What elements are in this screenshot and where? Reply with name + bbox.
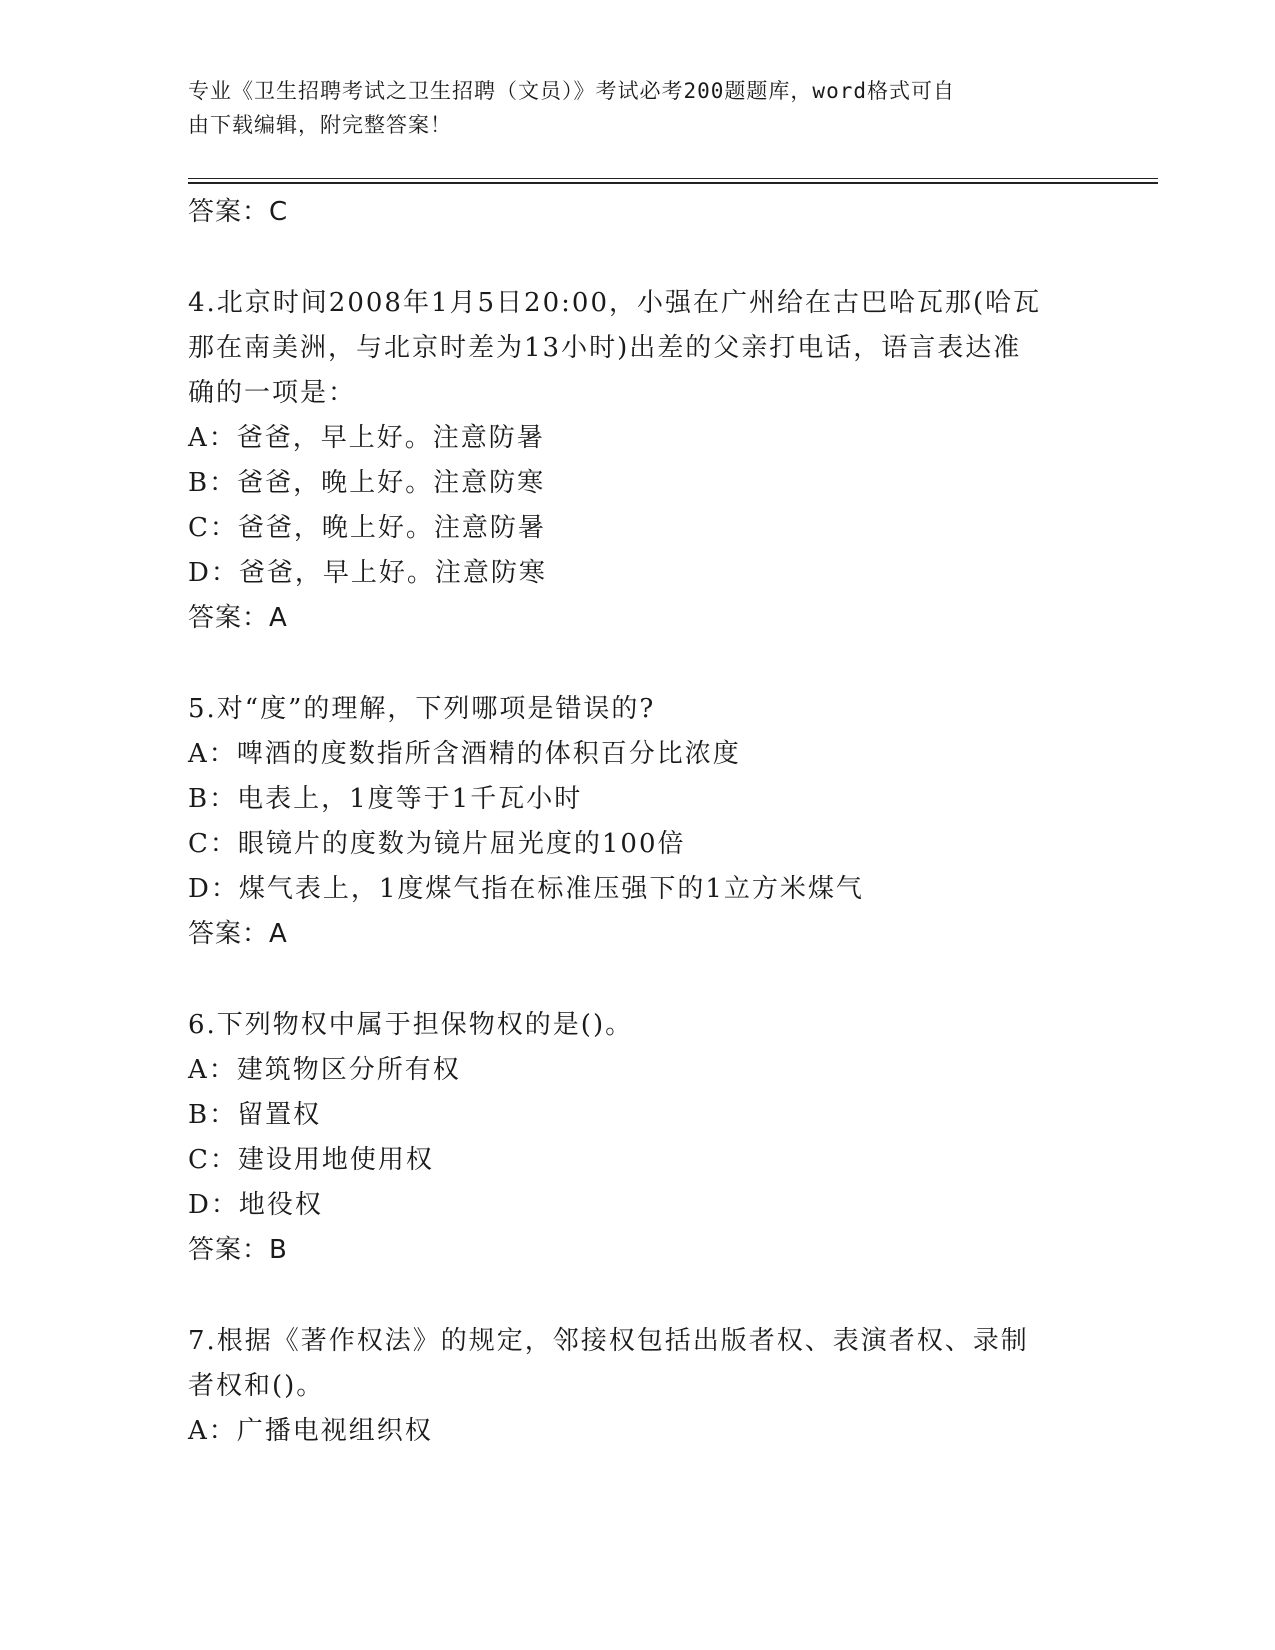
option-b: B：爸爸，晚上好。注意防寒 xyxy=(188,468,546,498)
option-c: C：建设用地使用权 xyxy=(188,1145,434,1175)
question-text: 5.对“度”的理解，下列哪项是错误的? xyxy=(188,694,656,724)
question-list xyxy=(188,190,1088,1454)
question-text: 那在南美洲，与北京时差为13小时)出差的父亲打电话，语言表达准 xyxy=(188,333,1022,363)
answer-prev: 答案：C xyxy=(188,197,289,227)
option-c: C：爸爸，晚上好。注意防暑 xyxy=(188,513,546,543)
option-a: A：爸爸，早上好。注意防暑 xyxy=(188,423,545,453)
option-d: D：地役权 xyxy=(188,1190,323,1220)
question-text: 确的一项是： xyxy=(188,378,357,408)
document-header xyxy=(188,74,1078,142)
question-text: 者权和()。 xyxy=(188,1371,325,1401)
option-a: A：广播电视组织权 xyxy=(188,1416,433,1446)
option-a: A：啤酒的度数指所含酒精的体积百分比浓度 xyxy=(188,739,741,769)
question-4 xyxy=(188,281,1088,641)
option-d: D：爸爸，早上好。注意防寒 xyxy=(188,558,547,588)
option-b: B：电表上，1度等于1千瓦小时 xyxy=(188,784,583,814)
question-text: 4.北京时间2008年1月5日20:00，小强在广州给在古巴哈瓦那(哈瓦 xyxy=(188,288,1042,318)
header-rule-thick xyxy=(188,182,1158,184)
answer: 答案：A xyxy=(188,919,288,949)
answer: 答案：B xyxy=(188,1235,288,1265)
header-line-1: 专业《卫生招聘考试之卫生招聘（文员）》考试必考200题题库，word格式可自 xyxy=(188,79,955,103)
header-rule-thin xyxy=(188,178,1158,179)
question-text: 6.下列物权中属于担保物权的是()。 xyxy=(188,1010,634,1040)
option-a: A：建筑物区分所有权 xyxy=(188,1055,461,1085)
question-6 xyxy=(188,1003,1088,1273)
option-c: C：眼镜片的度数为镜片屈光度的100倍 xyxy=(188,829,686,859)
question-7 xyxy=(188,1319,1088,1454)
question-5 xyxy=(188,687,1088,957)
option-b: B：留置权 xyxy=(188,1100,322,1130)
option-d: D：煤气表上，1度煤气指在标准压强下的1立方米煤气 xyxy=(188,874,864,904)
question-text: 7.根据《著作权法》的规定，邻接权包括出版者权、表演者权、录制 xyxy=(188,1326,1029,1356)
header-line-2: 由下载编辑，附完整答案！ xyxy=(188,113,452,137)
answer: 答案：A xyxy=(188,603,288,633)
